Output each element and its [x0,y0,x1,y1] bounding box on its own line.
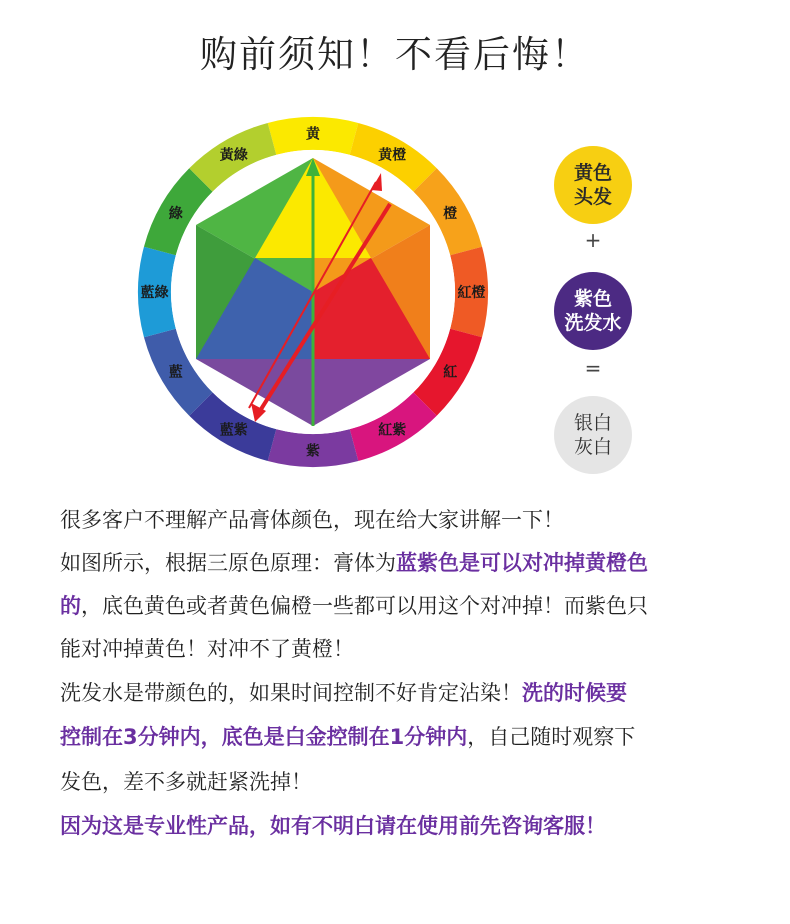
purple-shampoo-label: 紫色 洗发水 [564,288,622,334]
paragraph-line-4 [60,637,354,661]
line-6-highlight: 控制在3分钟内，底色是白金控制在1分钟内 [60,725,468,749]
wheel-segment-label: 藍 [168,364,183,381]
paragraph-line-7 [60,770,312,794]
wheel-segment-label: 紫 [306,443,320,460]
paragraph-line-6 [60,725,635,749]
line-4-text: 能对冲掉黄色！对冲不了黄橙！ [60,637,354,661]
wheel-segment-label: 紅紫 [378,422,407,439]
line-8-highlight: 因为这是专业性产品，如有不明白请在使用前先咨询客服！ [60,814,606,838]
yellow-hair-circle [554,146,632,224]
wheel-segment-label: 黃綠 [219,147,248,164]
line-5-highlight: 洗的时候要 [522,681,627,705]
paragraph-line-5 [60,681,627,705]
line-7-text: 发色，差不多就赶紧洗掉！ [60,770,312,794]
paragraph-line-1 [60,508,564,532]
page-title: 购前须知！不看后悔！ [200,33,590,76]
wheel-segment-label: 紅 [443,364,458,381]
line-2-text: 如图所示，根据三原色原理：膏体为 [60,551,396,575]
line-5-text: 洗发水是带颜色的，如果时间控制不好肯定沾染！ [60,681,522,705]
equals-sign: = [584,356,602,380]
purple-shampoo-circle [554,272,632,350]
line-6-text: ，自己随时观察下 [467,725,636,749]
wheel-segment-label: 黄橙 [378,147,407,164]
line-2-highlight: 蓝紫色是可以对冲掉黄橙色 [396,551,648,575]
wheel-segment-label: 藍紫 [219,422,248,439]
paragraph-line-8 [60,814,606,838]
wheel-segment-label: 橙 [443,205,458,222]
paragraph-line-3 [60,594,648,618]
paragraph-line-2 [60,551,648,575]
result-label: 银白 灰白 [573,412,612,458]
result-circle [554,396,632,474]
plus-sign: + [584,228,602,252]
line-3-highlight: 的 [60,594,81,618]
wheel-segment-label: 紅橙 [457,285,486,301]
wheel-segment-label: 黄 [306,126,320,143]
wheel-segment-label: 綠 [168,205,183,222]
wheel-segment-label: 藍綠 [140,285,169,301]
line-1-text: 很多客户不理解产品膏体颜色，现在给大家讲解一下！ [60,508,564,532]
line-3-text: ，底色黄色或者黄色偏橙一些都可以用这个对冲掉！而紫色只 [81,594,648,618]
yellow-hair-label: 黄色 头发 [573,162,612,208]
